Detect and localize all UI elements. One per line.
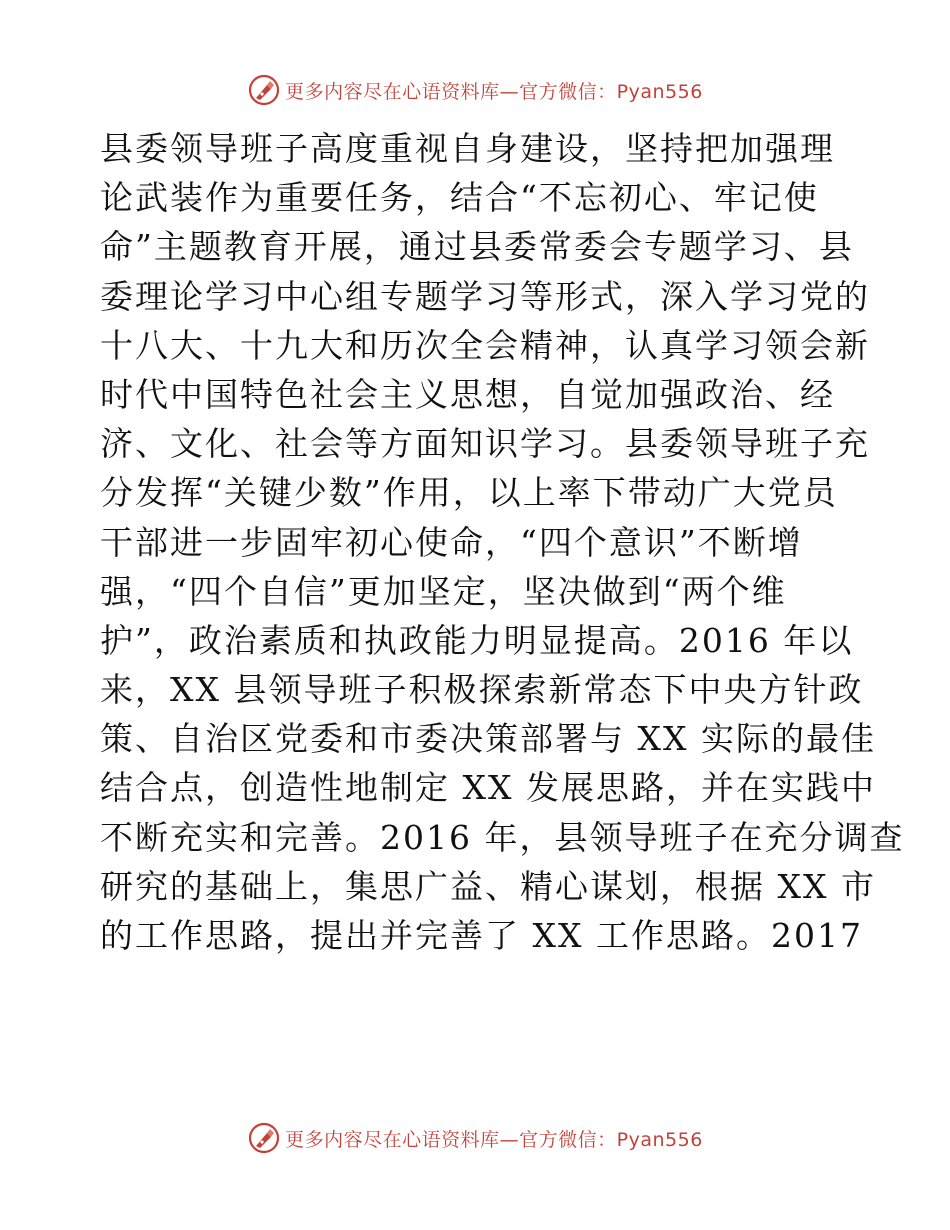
watermark-text: 更多内容尽在心语资料库—官方微信：Pyan556 [285, 80, 703, 103]
text-line: 结合点，创造性地制定 XX 发展思路，并在实践中 [100, 768, 876, 808]
text-line: 护”，政治素质和执政能力明显提高。2016 年以 [100, 620, 854, 660]
text-line: 来，XX 县领导班子积极探索新常态下中央方针政 [100, 670, 864, 710]
text-line: 策、自治区党委和市委决策部署与 XX 实际的最佳 [100, 719, 876, 759]
text-line: 十八大、十九大和历次全会精神，认真学习领会新 [100, 325, 870, 365]
pen-nib-icon [247, 1121, 281, 1155]
text-line: 济、文化、社会等方面知识学习。县委领导班子充 [100, 424, 870, 464]
text-line: 委理论学习中心组专题学习等形式，深入学习党的 [100, 276, 870, 316]
watermark-text: 更多内容尽在心语资料库—官方微信：Pyan556 [285, 1128, 703, 1151]
text-line: 时代中国特色社会主义思想，自觉加强政治、经 [100, 374, 835, 414]
text-line: 命”主题教育开展，通过县委常委会专题学习、县 [100, 227, 854, 267]
text-line: 县委领导班子高度重视自身建设，坚持把加强理 [100, 129, 835, 168]
document-body [100, 124, 905, 960]
header-watermark [0, 70, 950, 110]
text-line: 不断充实和完善。2016 年，县领导班子在充分调查 [100, 817, 905, 857]
text-line: 分发挥“关键少数”作用，以上率下带动广大党员 [100, 473, 838, 513]
pen-nib-icon [247, 73, 281, 107]
text-line: 论武装作为重要任务，结合“不忘初心、牢记使 [100, 178, 819, 218]
footer-watermark [0, 1118, 950, 1158]
text-line: 研究的基础上，集思广益、精心谋划，根据 XX 市 [100, 866, 876, 906]
text-line: 强，“四个自信”更加坚定，坚决做到“两个维 [100, 571, 787, 611]
text-line: 干部进一步固牢初心使命，“四个意识”不断增 [100, 522, 803, 562]
text-line: 的工作思路，提出并完善了 XX 工作思路。2017 [100, 916, 863, 955]
